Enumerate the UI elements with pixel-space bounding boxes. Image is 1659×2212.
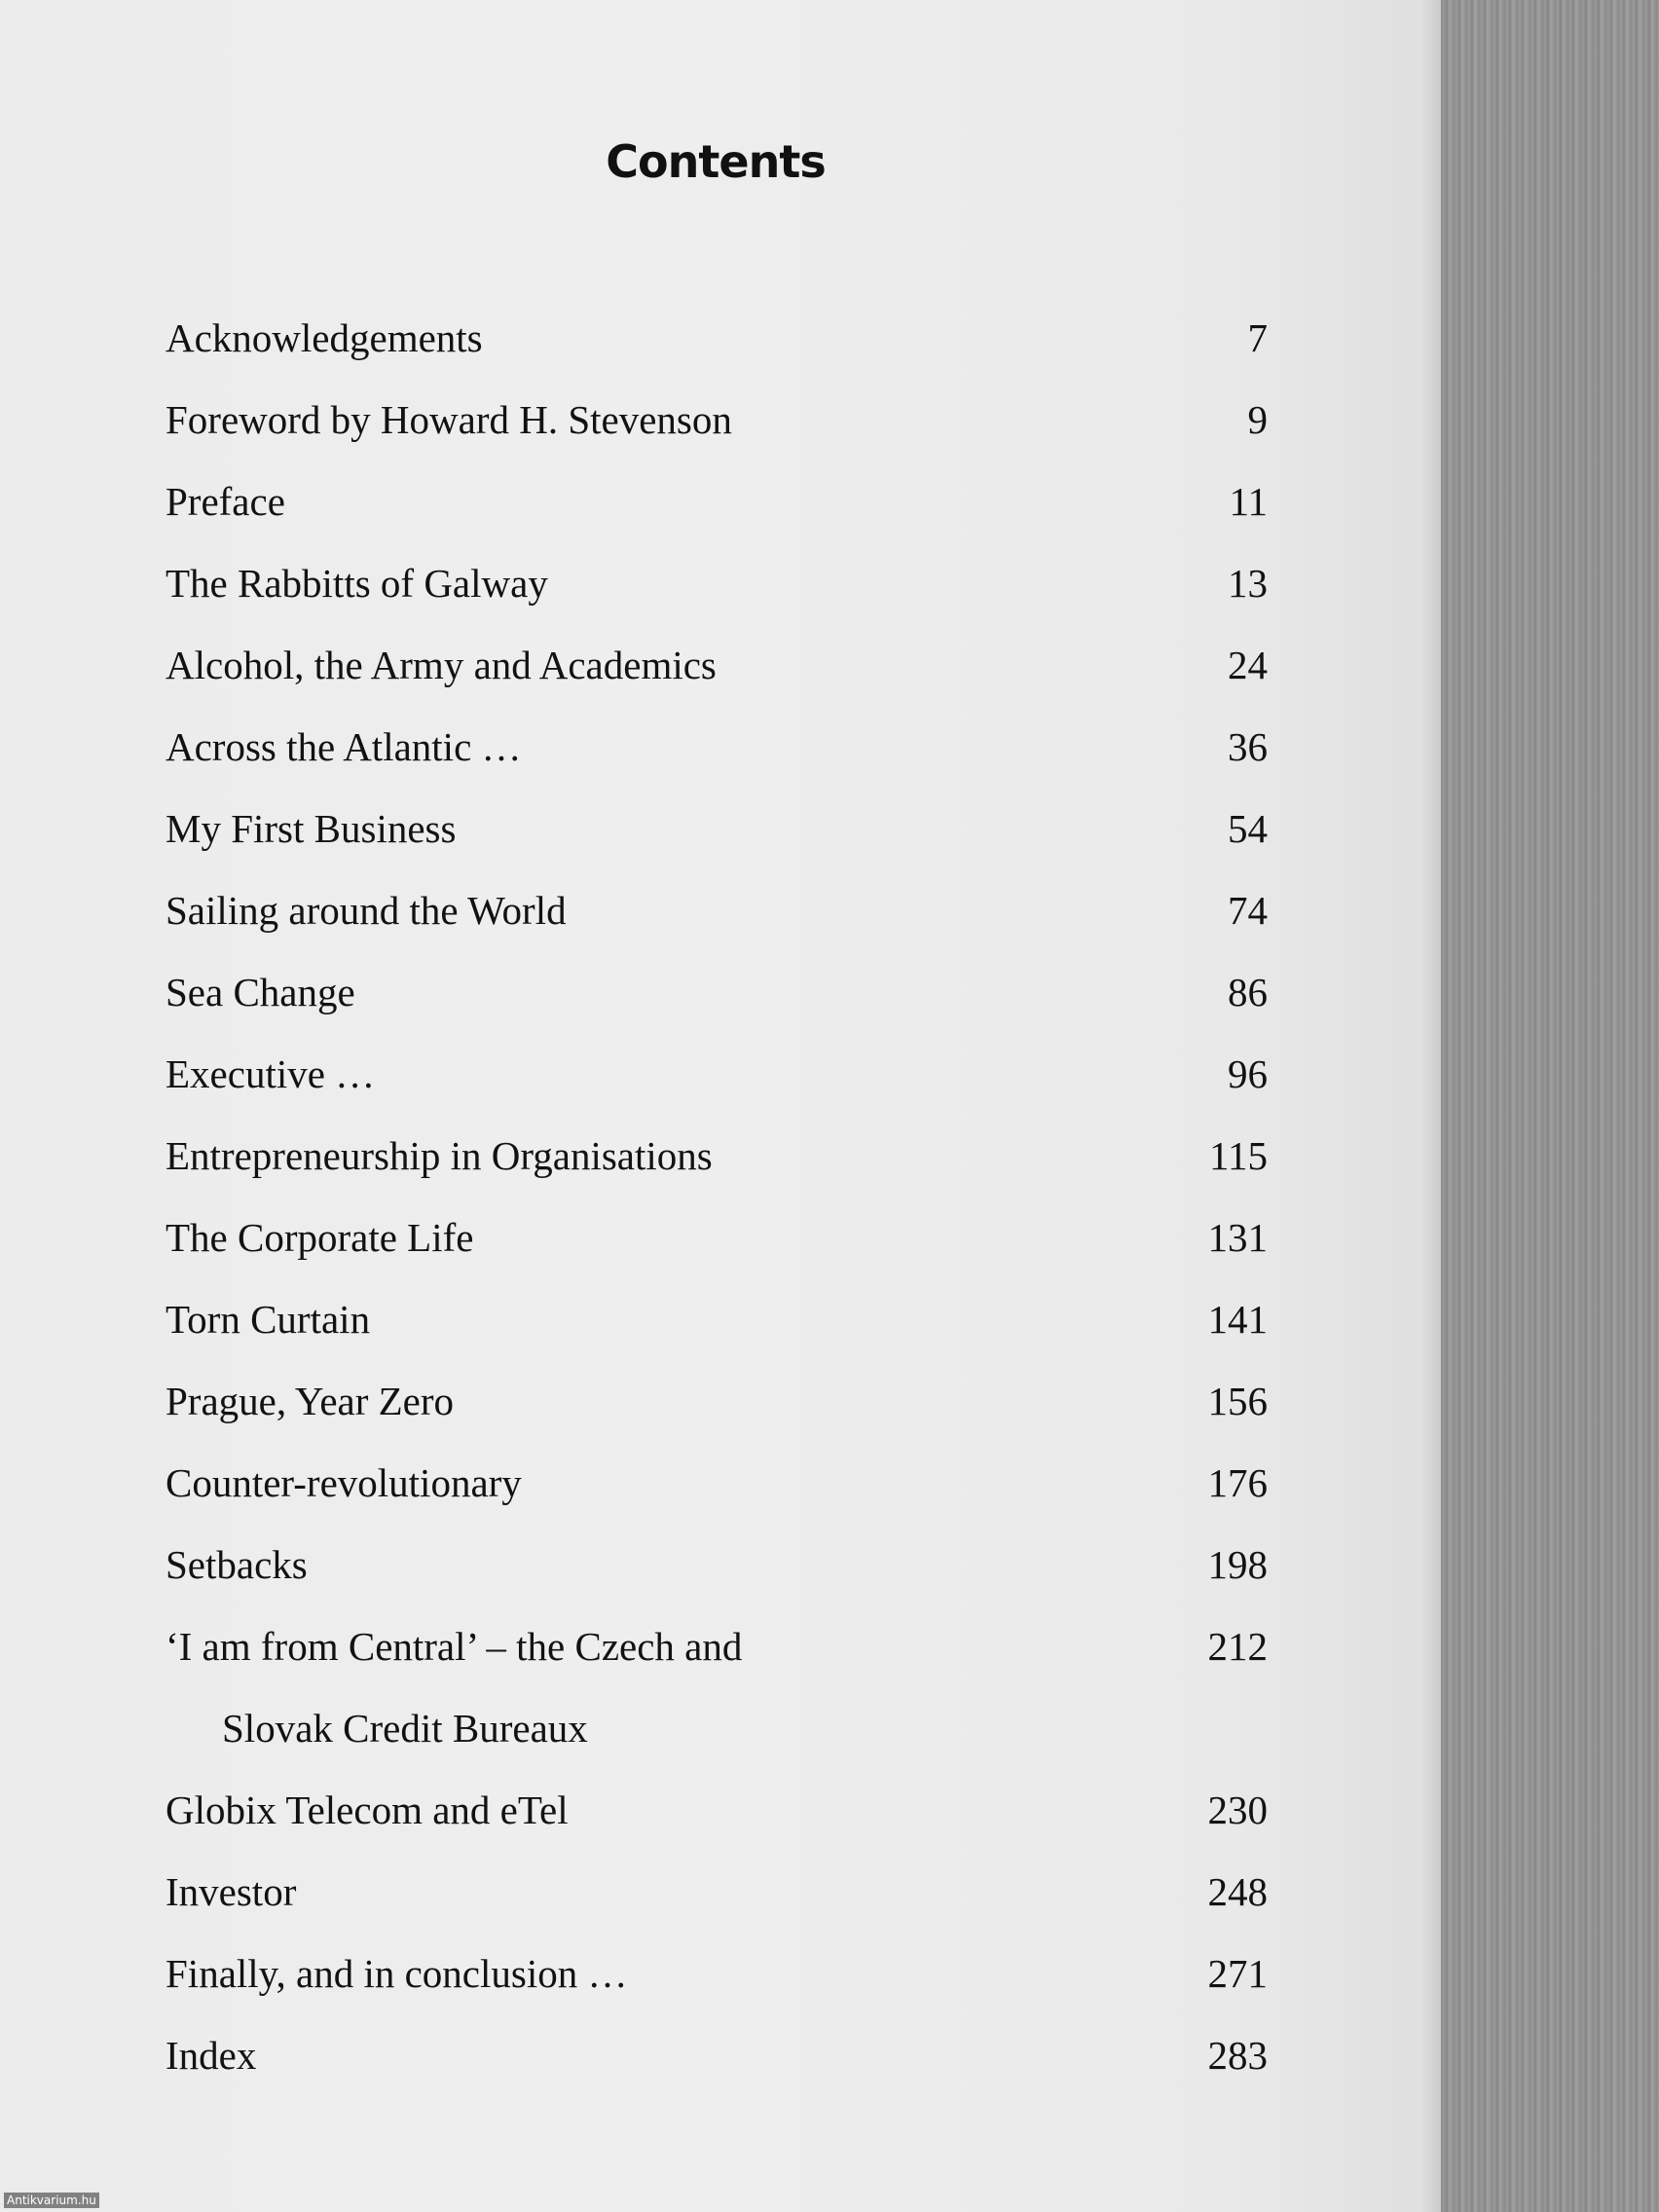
toc-entry-title: Foreword by Howard H. Stevenson (166, 397, 732, 442)
toc-entry-title: ‘I am from Central’ – the Czech and (166, 1624, 743, 1669)
toc-entry-page: 115 (1209, 1133, 1268, 1178)
toc-entry-page: 230 (1207, 1788, 1268, 1832)
toc-entry-page: 248 (1207, 1869, 1268, 1914)
toc-entry-title: Alcohol, the Army and Academics (166, 643, 717, 687)
toc-entry (166, 1197, 1268, 1278)
toc-entry-title: Index (166, 2033, 257, 2078)
toc-entry (166, 706, 1268, 788)
toc-entry-title: Prague, Year Zero (166, 1379, 455, 1423)
toc-entry (166, 1933, 1268, 2014)
toc-entry (166, 297, 1268, 379)
toc-entry-title: Preface (166, 479, 285, 524)
toc-entry-page: 96 (1228, 1051, 1268, 1096)
toc-entry (166, 788, 1268, 869)
toc-entry-page: 283 (1207, 2033, 1268, 2078)
toc-entry-title: Acknowledgements (166, 315, 483, 360)
toc-entry (166, 379, 1268, 461)
toc-entry-title: Finally, and in conclusion … (166, 1951, 628, 1996)
toc-entry-page: 54 (1228, 806, 1268, 851)
toc-entry (166, 1360, 1268, 1442)
toc-entry-page: 9 (1247, 397, 1268, 442)
watermark: Antikvarium.hu (4, 2193, 99, 2208)
toc-entry (166, 1851, 1268, 1933)
toc-entry-page: 7 (1247, 315, 1268, 360)
toc-entry-page: 13 (1228, 561, 1268, 606)
toc-entry-title: Setbacks (166, 1542, 308, 1587)
toc-entry-page: 74 (1228, 888, 1268, 933)
toc-entry (166, 2014, 1268, 2096)
toc-entry (166, 1769, 1268, 1851)
toc-entry-page: 141 (1207, 1297, 1268, 1342)
toc-entry-title: My First Business (166, 806, 457, 851)
toc-entry (166, 461, 1268, 542)
toc-entry-page: 36 (1228, 724, 1268, 769)
toc-entry (166, 1442, 1268, 1524)
toc-entry (166, 1278, 1268, 1360)
toc-entry (166, 951, 1268, 1033)
book-spine (1441, 0, 1659, 2212)
toc-entry-title: Sailing around the World (166, 888, 567, 933)
toc-entry (166, 869, 1268, 951)
toc-entry-title-continued: Slovak Credit Bureaux (222, 1706, 588, 1751)
toc-entry (166, 624, 1268, 706)
toc-entry-page: 11 (1229, 479, 1268, 524)
toc-entry-title: Counter-revolutionary (166, 1460, 522, 1505)
toc-entry (166, 1115, 1268, 1197)
toc-entry-page: 271 (1207, 1951, 1268, 1996)
toc-entry-title: The Rabbitts of Galway (166, 561, 548, 606)
toc-entry-title: Investor (166, 1869, 297, 1914)
toc-entry-title: Entrepreneurship in Organisations (166, 1133, 713, 1178)
toc-entry-title: Across the Atlantic … (166, 724, 522, 769)
table-of-contents (166, 297, 1268, 2096)
toc-entry-title-block (166, 1605, 742, 1769)
toc-entry-title: The Corporate Life (166, 1215, 474, 1260)
toc-entry (166, 1033, 1268, 1115)
toc-entry-page: 176 (1207, 1460, 1268, 1505)
toc-entry-page: 86 (1228, 970, 1268, 1014)
toc-entry-title: Torn Curtain (166, 1297, 371, 1342)
toc-entry (166, 542, 1268, 624)
toc-entry (166, 1524, 1268, 1605)
toc-entry-page: 212 (1207, 1624, 1268, 1669)
page-title: Contents (606, 134, 826, 188)
toc-entry (166, 1605, 1268, 1769)
toc-entry-page: 198 (1207, 1542, 1268, 1587)
toc-entry-title: Executive … (166, 1051, 376, 1096)
toc-entry-page: 24 (1228, 643, 1268, 687)
toc-entry-title: Sea Change (166, 970, 355, 1014)
toc-entry-title: Globix Telecom and eTel (166, 1788, 569, 1832)
toc-entry-page: 156 (1207, 1379, 1268, 1423)
toc-entry-page: 131 (1207, 1215, 1268, 1260)
